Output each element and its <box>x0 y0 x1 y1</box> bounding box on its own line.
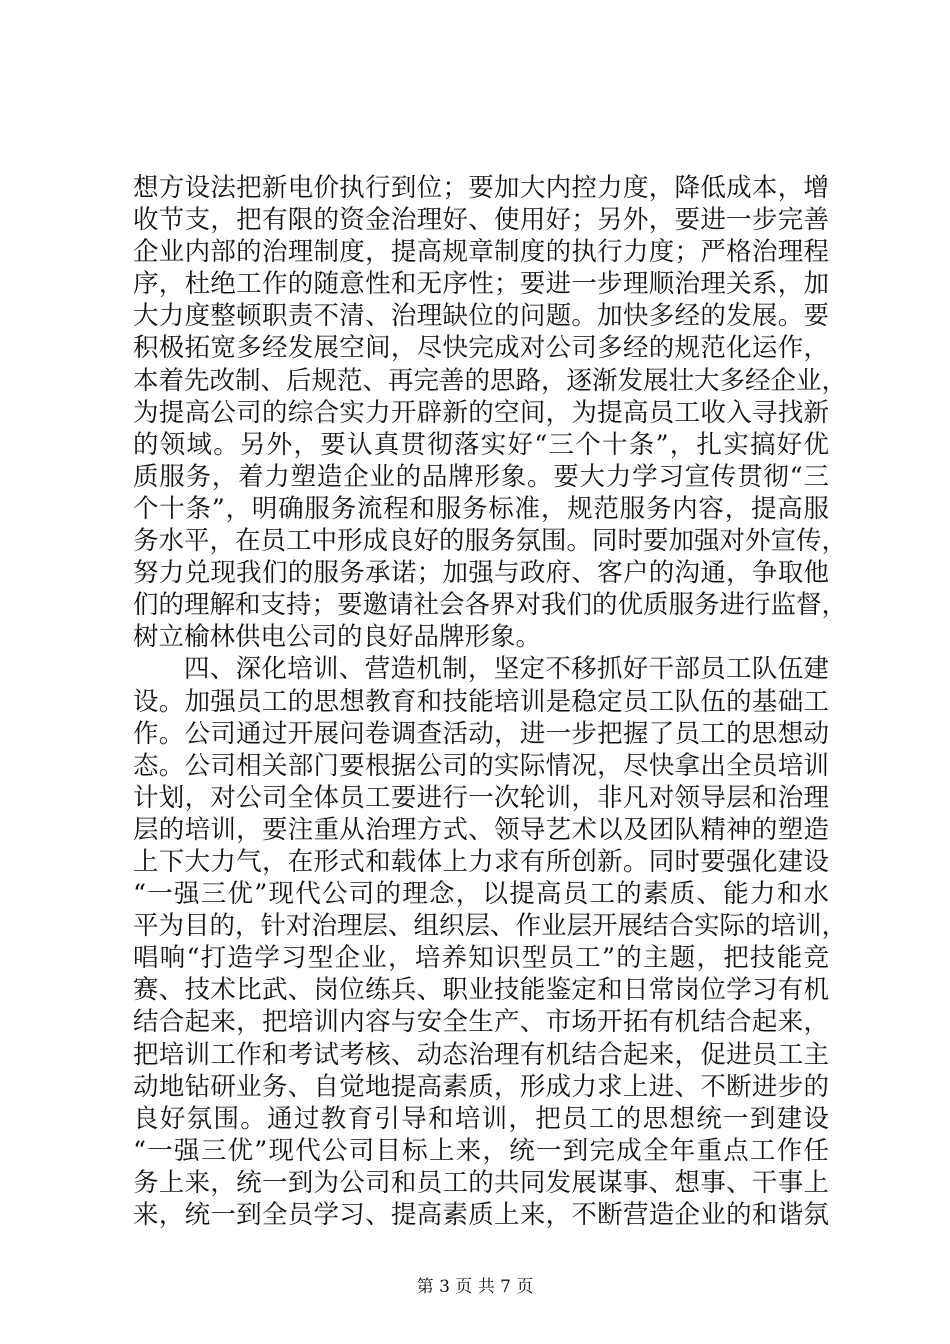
text-line: 企业内部的治理制度，提高规章制度的执行力度；严格治理程 <box>133 237 829 268</box>
paragraph-start-line: 四、深化培训、营造机制，坚定不移抓好干部员工队伍建 <box>184 654 829 685</box>
text-line: 动地钻研业务、自觉地提高素质，形成力求上进、不断进步的 <box>133 1071 829 1102</box>
text-line: 层的培训，要注重从治理方式、领导艺术以及团队精神的塑造 <box>133 814 829 845</box>
text-line: 序，杜绝工作的随意性和无序性；要进一步理顺治理关系，加 <box>133 269 829 300</box>
text-line: “一强三优”现代公司的理念，以提高员工的素质、能力和水 <box>133 879 829 910</box>
text-line: 为提高公司的综合实力开辟新的空间，为提高员工收入寻找新 <box>133 397 829 428</box>
text-line: 上下大力气，在形式和载体上力求有所创新。同时要强化建设 <box>133 846 829 877</box>
text-line: 树立榆林供电公司的良好品牌形象。 <box>133 622 542 653</box>
text-line: 结合起来，把培训内容与安全生产、市场开拓有机结合起来， <box>133 1007 829 1038</box>
body-text <box>133 172 848 1231</box>
text-line: 收节支，把有限的资金治理好、使用好；另外，要进一步完善 <box>133 205 829 236</box>
text-line: 计划，对公司全体员工要进行一次轮训，非凡对领导层和治理 <box>133 782 829 813</box>
text-line: 本着先改制、后规范、再完善的思路，逐渐发展壮大多经企业， <box>133 365 848 396</box>
text-line: 积极拓宽多经发展空间，尽快完成对公司多经的规范化运作， <box>133 333 829 364</box>
text-line: 务水平，在员工中形成良好的服务氛围。同时要加强对外宣传， <box>133 526 848 557</box>
text-line: 良好氛围。通过教育引导和培训，把员工的思想统一到建设 <box>133 1103 829 1134</box>
text-line: 们的理解和支持；要邀请社会各界对我们的优质服务进行监督， <box>133 590 848 621</box>
text-line: 态。公司相关部门要根据公司的实际情况，尽快拿出全员培训 <box>133 750 829 781</box>
text-line: 质服务，着力塑造企业的品牌形象。要大力学习宣传贯彻“三 <box>133 461 829 492</box>
text-line: 平为目的，针对治理层、组织层、作业层开展结合实际的培训， <box>133 911 848 942</box>
text-line: 想方设法把新电价执行到位；要加大内控力度，降低成本，增 <box>133 173 829 203</box>
text-line: 努力兑现我们的服务承诺；加强与政府、客户的沟通，争取他 <box>133 558 829 589</box>
text-line: 大力度整顿职责不清、治理缺位的问题。加快多经的发展。要 <box>133 301 829 332</box>
text-line: 把培训工作和考试考核、动态治理有机结合起来，促进员工主 <box>133 1039 829 1070</box>
text-line: 作。公司通过开展问卷调查活动，进一步把握了员工的思想动 <box>133 718 829 749</box>
text-line: 个十条”，明确服务流程和服务标准，规范服务内容，提高服 <box>133 493 829 524</box>
text-line: 赛、技术比武、岗位练兵、职业技能鉴定和日常岗位学习有机 <box>133 975 829 1006</box>
text-line: 唱响“打造学习型企业，培养知识型员工”的主题，把技能竞 <box>133 943 829 974</box>
text-line: 务上来，统一到为公司和员工的共同发展谋事、想事、干事上 <box>133 1167 829 1198</box>
text-line: “一强三优”现代公司目标上来，统一到完成全年重点工作任 <box>133 1135 829 1166</box>
text-line: 的领域。另外，要认真贯彻落实好“三个十条”，扎实搞好优 <box>133 429 829 460</box>
text-line: 来，统一到全员学习、提高素质上来，不断营造企业的和谐氛 <box>133 1200 829 1230</box>
page-number-footer: 第 3 页 共 7 页 <box>416 1277 534 1297</box>
text-line: 设。加强员工的思想教育和技能培训是稳定员工队伍的基础工 <box>133 686 829 717</box>
